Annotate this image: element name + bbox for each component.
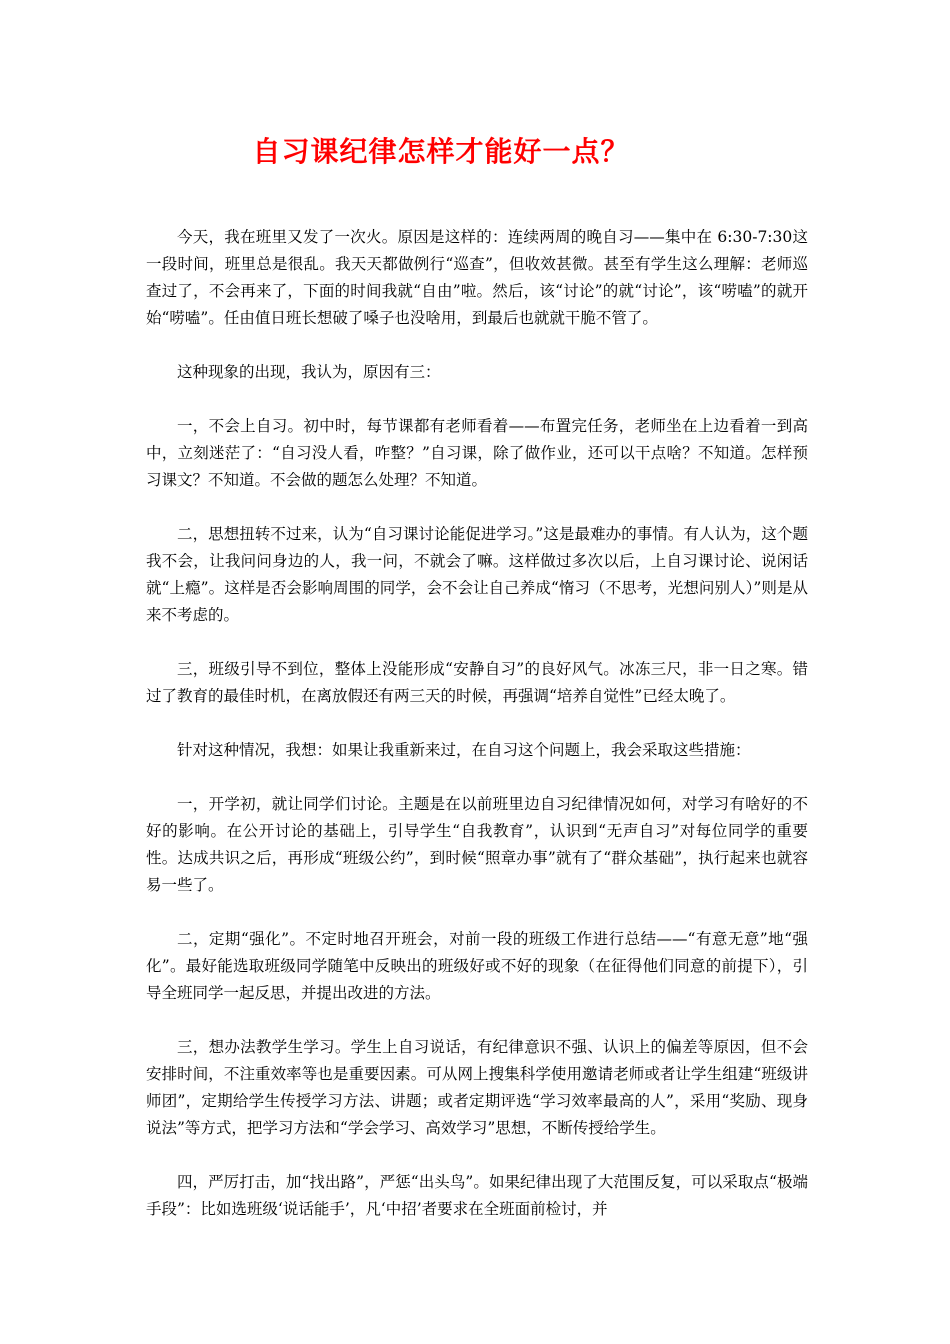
paragraph-intro: 今天，我在班里又发了一次火。原因是这样的：连续两周的晚自习——集中在 6:30-7:30这一段时间，班里总是很乱。我天天都做例行“巡查”，但收效甚微。甚至有学生这么理解：老师巡查过了，不会再来了，下面的时间我就“自由”啦。然后，该“讨论”的就“讨论”，该“唠嗑”的就开始“唠嗑”。任由值日班长想破了嗓子也没啥用，到最后也就就干脆不管了。 [146, 228, 808, 327]
paragraph-measure-1: 一，开学初，就让同学们讨论。主题是在以前班里边自习纪律情况如何，对学习有啥好的不好的影响。在公开讨论的基础上，引导学生“自我教育”，认识到“无声自习”对每位同学的重要性。达成共识之后，再形成“班级公约”，到时候“照章办事”就有了“群众基础”，执行起来也就容易一些了。 [146, 795, 808, 894]
paragraph-measure-3: 三，想办法教学生学习。学生上自习说话，有纪律意识不强、认识上的偏差等原因，但不会安排时间，不注重效率等也是重要因素。可从网上搜集科学使用邀请老师或者让学生组建“班级讲师团”，定期给学生传授学习方法、讲题；或者定期评选“学习效率最高的人”，采用“奖励、现身说法”等方式，把学习方法和“学会学习、高效学习”思想，不断传授给学生。 [146, 1038, 808, 1137]
paragraph-reason-2: 二，思想扭转不过来，认为“自习课讨论能促进学习。”这是最难办的事情。有人认为，这个题我不会，让我问问身边的人，我一问，不就会了嘛。这样做过多次以后，上自习课讨论、说闲话就“上瘾”。这样是否会影响周围的同学，会不会让自己养成“惰习（不思考，光想问别人）”则是从来不考虑的。 [146, 525, 808, 624]
paragraph-measures-heading: 针对这种情况，我想：如果让我重新来过，在自习这个问题上，我会采取这些措施： [177, 741, 751, 759]
document-body [146, 224, 808, 1250]
paragraph-measure-4: 四，严厉打击，加“找出路”，严惩“出头鸟”。如果纪律出现了大范围反复，可以采取点“极端手段”：比如选班级‘说话能手’，凡‘中招’者要求在全班面前检讨，并 [146, 1173, 808, 1218]
paragraph-reason-3: 三，班级引导不到位，整体上没能形成“安静自习”的良好风气。冰冻三尺，非一日之寒。错过了教育的最佳时机，在离放假还有两三天的时候，再强调“培养自觉性”已经太晚了。 [146, 660, 808, 705]
paragraph-measure-2: 二，定期“强化”。不定时地召开班会，对前一段的班级工作进行总结——“有意无意”地“强化”。最好能选取班级同学随笔中反映出的班级好或不好的现象（在征得他们同意的前提下），引导全班同学一起反思，并提出改进的方法。 [146, 930, 808, 1002]
paragraph-reasons-heading: 这种现象的出现，我认为，原因有三： [177, 363, 441, 381]
paragraph-reason-1: 一，不会上自习。初中时，每节课都有老师看着——布置完任务，老师坐在上边看着一到高中，立刻迷茫了：“自习没人看，咋整？”自习课，除了做作业，还可以干点啥？不知道。怎样预习课文？不知道。不会做的题怎么处理？不知道。 [146, 417, 808, 489]
document-title: 自习课纪律怎样才能好一点？ [252, 135, 630, 168]
